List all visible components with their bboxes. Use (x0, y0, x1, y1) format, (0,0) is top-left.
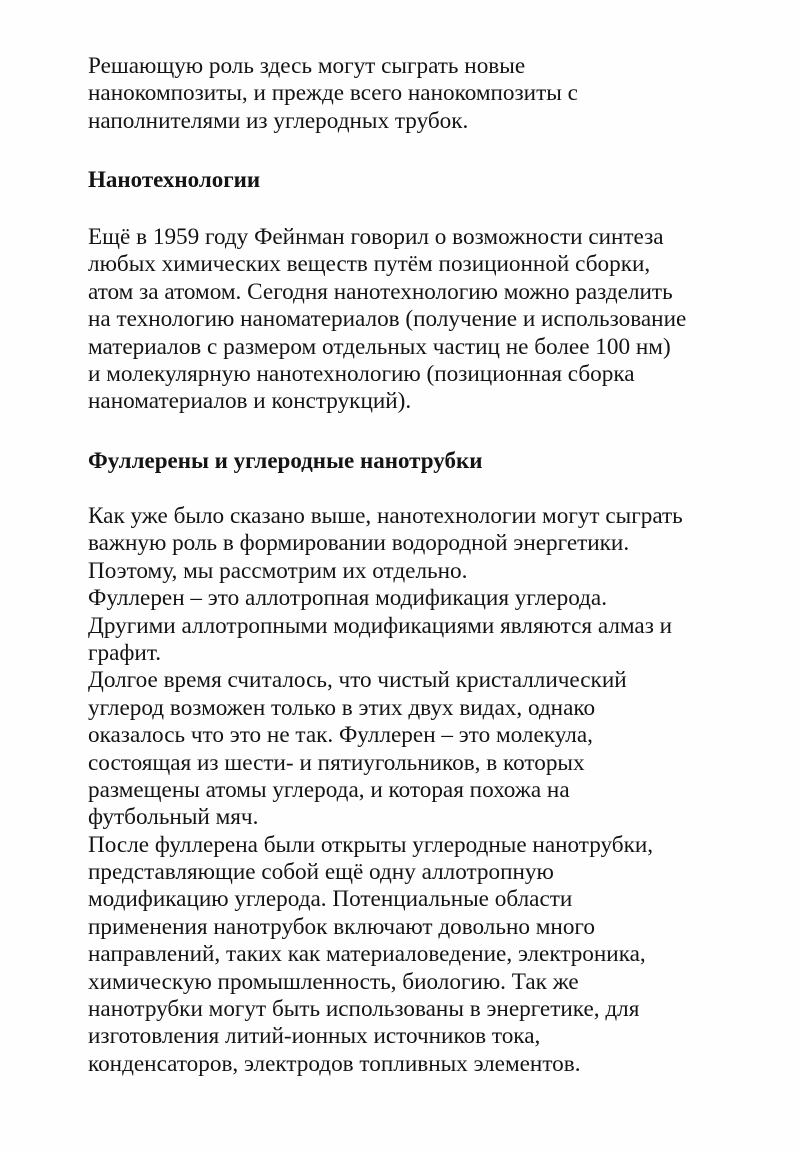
text-line: Как уже было сказано выше, нанотехнологии могут сыграть (88, 503, 683, 529)
text-line: представляющие собой ещё одну аллотропную (88, 859, 554, 886)
text-line: нанокомпозиты, и прежде всего нанокомпозиты с (88, 80, 578, 107)
text-line: футбольный мяч. (88, 804, 259, 831)
text-line: на технологию наноматериалов (получение и использование (88, 306, 687, 333)
paragraph-fullerenes (88, 503, 794, 1078)
text-line: наноматериалов и конструкций). (88, 388, 412, 415)
text-line: Фуллерен – это аллотропная модификация углерода. (88, 585, 607, 612)
text-line: графит. (88, 639, 162, 666)
text-line: оказалось что это не так. Фуллерен – это молекула, (88, 722, 593, 749)
text-line: Другими аллотропными модификациями являются алмаз и (88, 612, 673, 639)
text-line: размещены атомы углерода, и которая похожа на (88, 776, 570, 803)
text-line: углерод возможен только в этих двух видах, однако (88, 694, 596, 721)
text-line: После фуллерена были открыты углеродные нанотрубки, (88, 831, 654, 858)
heading-fullerenes: Фуллерены и углеродные нанотрубки (88, 448, 483, 473)
paragraph-intro (88, 53, 794, 135)
text-line: и молекулярную нанотехнологию (позиционная сборка (88, 360, 635, 387)
text-line: Решающую роль здесь могут сыграть новые (88, 53, 526, 79)
heading-nanotechnologies: Нанотехнологии (88, 167, 261, 192)
text-line: изготовления литий-ионных источников тока, (88, 1023, 541, 1050)
text-line: направлений, таких как материаловедение, электроника, (88, 941, 646, 968)
text-line: Поэтому, мы рассмотрим их отдельно. (88, 557, 468, 584)
text-line: Долгое время считалось, что чистый кристаллический (88, 667, 627, 694)
text-line: применения нанотрубок включают довольно много (88, 913, 595, 940)
text-line: наполнителями из углеродных трубок. (88, 107, 469, 134)
paragraph-nanotechnologies (88, 224, 794, 416)
text-line: материалов с размером отдельных частиц не более 100 нм) (88, 333, 671, 360)
text-line: важную роль в формировании водородной энергетики. (88, 530, 630, 557)
text-line: Ещё в 1959 году Фейнман говорил о возможности синтеза (88, 224, 664, 250)
text-line: состоящая из шести- и пятиугольников, в которых (88, 749, 585, 776)
text-line: любых химических веществ путём позиционной сборки, (88, 251, 651, 278)
text-line: конденсаторов, электродов топливных элементов. (88, 1050, 581, 1077)
text-line: химическую промышленность, биологию. Так же (88, 968, 579, 995)
text-line: модификацию углерода. Потенциальные области (88, 886, 573, 913)
text-line: нанотрубки могут быть использованы в энергетике, для (88, 996, 640, 1023)
text-line: атом за атомом. Сегодня нанотехнологию можно разделить (88, 278, 673, 305)
